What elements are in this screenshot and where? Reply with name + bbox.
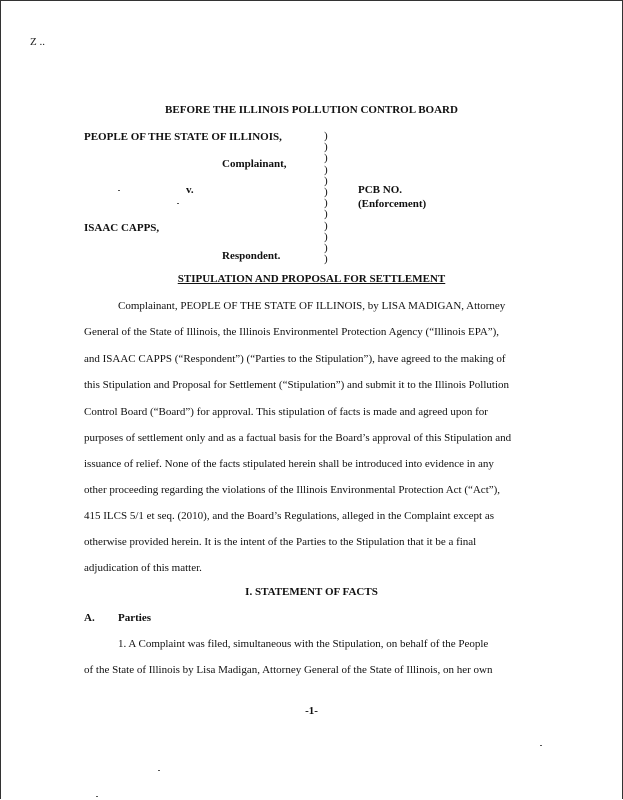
caption-parentheses [324, 131, 328, 265]
caption-paren: ) [324, 208, 328, 221]
paragraph-line: issuance of relief. None of the facts stipulated herein shall be introduced into evidence in any [84, 458, 494, 470]
paragraph-line: of the State of Illinois by Lisa Madigan, Attorney General of the State of Illinois, on her own [84, 664, 493, 676]
caption-paren: ) [324, 242, 328, 255]
case-type-label: (Enforcement) [358, 198, 427, 210]
paragraph-line: this Stipulation and Proposal for Settlement (“Stipulation”) and submit it to the Illinois Pollution [84, 379, 509, 391]
paragraph-line: Complainant, PEOPLE OF THE STATE OF ILLINOIS, by LISA MADIGAN, Attorney [118, 300, 506, 312]
caption-paren: ) [324, 163, 328, 176]
scan-speck [96, 796, 98, 797]
complainant-label: Complainant, [222, 158, 287, 170]
document-title: STIPULATION AND PROPOSAL FOR SETTLEMENT [177, 273, 446, 285]
respondent-label: Respondent. [222, 250, 281, 262]
paragraph-line: purposes of settlement only and as a factual basis for the Board’s approval of this Stipulation and [84, 432, 512, 444]
caption-paren: ) [324, 197, 328, 210]
caption-paren: ) [324, 152, 328, 165]
paragraph-line: 415 ILCS 5/1 et seq. (2010), and the Board’s Regulations, alleged in the Complaint except as [84, 510, 494, 522]
handwritten-mark: Z .. [30, 36, 45, 48]
caption-paren: ) [324, 174, 328, 187]
paragraph-line: Control Board (“Board”) for approval. This stipulation of facts is made and agreed upon for [84, 406, 488, 418]
versus-label: v. [186, 184, 194, 196]
paragraph-line: General of the State of Illinois, the Illinois Environmentel Protection Agency (“Illinois EPA”), [84, 326, 500, 338]
paragraph-line: adjudication of this matter. [84, 562, 202, 574]
respondent-name: ISAAC CAPPS, [84, 222, 160, 234]
caption-paren: ) [324, 130, 328, 142]
scan-speck [158, 770, 160, 771]
case-number-label: PCB NO. [358, 184, 402, 196]
plaintiff-name: PEOPLE OF THE STATE OF ILLINOIS, [84, 131, 282, 143]
caption-paren: ) [324, 230, 328, 243]
paragraph-line: 1. A Complaint was filed, simultaneous with the Stipulation, on behalf of the People [118, 638, 489, 650]
paragraph-line: otherwise provided herein. It is the intent of the Parties to the Stipulation that it be a final [84, 536, 477, 548]
caption-paren: ) [324, 186, 328, 199]
section-heading: I. STATEMENT OF FACTS [245, 586, 378, 598]
page-number: -1- [305, 705, 318, 717]
paragraph-line: and ISAAC CAPPS (“Respondent”) (“Parties to the Stipulation”), have agreed to the making of [84, 353, 506, 365]
caption-paren: ) [324, 253, 328, 266]
caption-paren: ) [324, 141, 328, 154]
subsection-letter: A. [84, 612, 95, 624]
subsection-title: Parties [118, 612, 151, 624]
scan-speck [177, 203, 179, 204]
scan-speck [118, 190, 120, 191]
scan-speck [540, 745, 542, 746]
caption-paren: ) [324, 219, 328, 232]
board-title: BEFORE THE ILLINOIS POLLUTION CONTROL BOARD [165, 104, 458, 116]
paragraph-line: other proceeding regarding the violations of the Illinois Environmental Protection Act (“Act”), [84, 484, 501, 496]
